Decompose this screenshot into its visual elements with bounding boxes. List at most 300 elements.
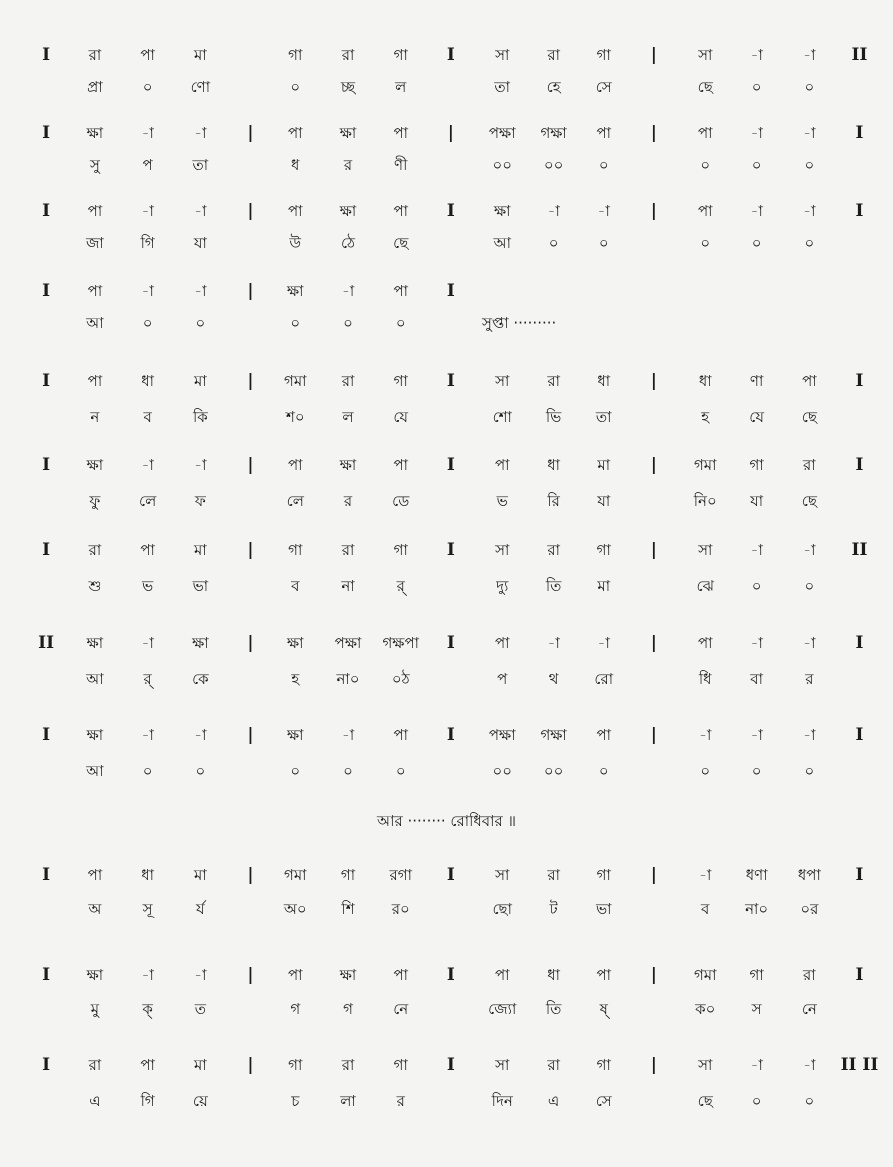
lyric-syllable: এ [89, 1092, 101, 1110]
lyric-syllable: ণো [190, 78, 211, 96]
bar-line: I [446, 45, 455, 65]
bar-line: | [247, 281, 254, 301]
lyric-syllable: ভা [192, 577, 209, 595]
note: গা [393, 372, 408, 390]
note: পা [802, 372, 817, 390]
lyric-syllable: ণী [394, 156, 408, 174]
lyric-syllable: র [396, 1092, 405, 1110]
notation-line [0, 40, 893, 70]
lyric-syllable: গি [140, 1092, 155, 1110]
note: রা [341, 541, 355, 559]
note: গা [340, 866, 356, 884]
bar-line: I [446, 281, 455, 301]
note: পা [596, 966, 611, 984]
note: -া [750, 541, 763, 559]
bar-line: I [855, 371, 864, 391]
note: -া [141, 726, 154, 744]
lyric-syllable: র [343, 492, 353, 510]
lyric-syllable: আ [86, 314, 104, 332]
bar-line: | [650, 633, 657, 653]
note: পা [140, 46, 155, 64]
lyric-syllable: র্য [196, 900, 205, 918]
lyric-syllable: ভ [496, 492, 508, 510]
note: ক্ষা [287, 282, 304, 300]
lyric-syllable: ০ [751, 156, 762, 174]
lyric-syllable: গ [343, 1000, 353, 1018]
note: গা [596, 46, 611, 64]
lyric-line [0, 308, 893, 338]
lyric-syllable: ক্ [142, 1000, 153, 1018]
note: পা [697, 124, 713, 142]
note: -া [597, 202, 610, 220]
note: ক্ষা [493, 202, 511, 220]
bar-line: II [38, 633, 55, 653]
lyric-syllable: র্ [143, 670, 152, 688]
lyric-syllable: ০ [598, 762, 609, 780]
lyric-syllable: আ [493, 234, 511, 252]
bar-line: | [650, 371, 657, 391]
lyric-syllable: হ [701, 408, 710, 426]
note: রা [803, 456, 816, 474]
lyric-syllable: ছে [697, 1092, 713, 1110]
lyric-syllable: ভা [595, 900, 612, 918]
lyric-line [0, 756, 893, 786]
note: গা [393, 541, 408, 559]
bar-line: I [42, 865, 51, 885]
lyric-syllable: ধি [698, 670, 712, 688]
lyric-syllable: ফ [194, 492, 206, 510]
lyric-syllable: ভি [545, 408, 562, 426]
lyric-syllable: ছে [393, 234, 409, 252]
lyric-syllable: যা [193, 234, 207, 252]
lyric-syllable: প [142, 156, 153, 174]
lyric-syllable: ০০ [492, 156, 512, 174]
note: পা [393, 282, 408, 300]
note: গক্ষপা [382, 634, 419, 652]
note: পা [140, 541, 155, 559]
note: পা [87, 866, 103, 884]
bar-line: I [855, 201, 864, 221]
lyric-syllable: ০ [290, 314, 301, 332]
lyric-syllable: না [341, 577, 355, 595]
bar-line: I [446, 965, 455, 985]
lyric-syllable: ০ [804, 234, 815, 252]
note: পা [596, 726, 611, 744]
note: গা [596, 1056, 611, 1074]
note: ক্ষা [339, 456, 357, 474]
lyric-line [0, 402, 893, 432]
note: ক্ষা [86, 966, 104, 984]
note: গা [393, 46, 408, 64]
bar-line: I [42, 123, 51, 143]
note: গক্ষা [540, 124, 567, 142]
note: -া [750, 634, 763, 652]
note: গা [749, 966, 764, 984]
lyric-syllable: ফু [89, 492, 101, 510]
lyric-syllable: র্ [396, 577, 405, 595]
lyric-syllable: না০ [745, 900, 769, 918]
note: -া [141, 282, 154, 300]
note: পা [393, 124, 408, 142]
lyric-syllable: র০ [391, 900, 410, 918]
lyric-syllable: ০ [195, 314, 206, 332]
lyric-syllable: ঠে [340, 234, 356, 252]
note: -া [597, 634, 610, 652]
lyric-syllable: ০ [395, 762, 406, 780]
lyric-syllable: জা [86, 234, 104, 252]
bar-line: | [650, 965, 657, 985]
lyric-syllable: ছে [801, 492, 817, 510]
note: ক্ষা [86, 456, 104, 474]
note: পা [87, 282, 103, 300]
note: -া [750, 202, 763, 220]
notation-line [0, 1050, 893, 1080]
note: -া [803, 726, 816, 744]
lyric-syllable: শি [341, 900, 355, 918]
lyric-syllable: ০ [751, 78, 762, 96]
note: ধা [698, 372, 712, 390]
lyric-syllable: চ [291, 1092, 300, 1110]
note: ধা [141, 866, 155, 884]
note: -া [141, 124, 154, 142]
note: ক্ষা [339, 124, 357, 142]
lyric-line [0, 486, 893, 516]
bar-line: I [42, 281, 51, 301]
note: রা [547, 46, 560, 64]
note: সা [698, 46, 713, 64]
bar-line: | [247, 455, 254, 475]
note: গমা [284, 372, 307, 390]
bar-line: I [42, 965, 51, 985]
note: রগা [389, 866, 412, 884]
note: ক্ষা [192, 634, 209, 652]
bar-line: I [42, 540, 51, 560]
lyric-syllable: যে [393, 408, 409, 426]
lyric-syllable: ০র [800, 900, 819, 918]
note: গা [288, 46, 303, 64]
note: ক্ষা [86, 726, 104, 744]
note: -া [141, 634, 154, 652]
lyric-syllable: র [805, 670, 814, 688]
note: ধপা [797, 866, 821, 884]
lyric-syllable: ০ [804, 577, 815, 595]
lyric-syllable: য়ে [192, 1092, 208, 1110]
note: -া [141, 456, 154, 474]
lyric-line [0, 664, 893, 694]
note: পা [287, 202, 303, 220]
lyric-syllable: কি [192, 408, 208, 426]
note: মা [194, 1056, 207, 1074]
lyric-syllable: ০ [195, 762, 206, 780]
bar-line: I [446, 540, 455, 560]
lyric-syllable: উ [289, 234, 302, 252]
lyric-syllable: যা [597, 492, 611, 510]
lyric-syllable: প [497, 670, 508, 688]
lyric-syllable: ষ্ [599, 1000, 608, 1018]
bar-line: | [650, 1055, 657, 1075]
bar-line: I [446, 455, 455, 475]
notation-line [0, 628, 893, 658]
lyric-syllable: নে [801, 1000, 817, 1018]
note: ক্ষা [86, 634, 104, 652]
bar-line: I [446, 371, 455, 391]
note: পা [140, 1056, 155, 1074]
notation-line [0, 118, 893, 148]
bar-line: | [247, 371, 254, 391]
note: গা [393, 1056, 408, 1074]
lyric-syllable: মু [90, 1000, 100, 1018]
bar-line: | [650, 540, 657, 560]
note: -া [547, 202, 560, 220]
lyric-syllable: শু [88, 577, 102, 595]
bar-line: I [446, 1055, 455, 1075]
lyric-syllable: ০ [700, 156, 711, 174]
lyric-syllable: অ০ [283, 900, 307, 918]
lyric-syllable: ০ [290, 762, 301, 780]
lyric-syllable: ব [143, 408, 152, 426]
lyric-syllable: ০ [700, 762, 711, 780]
bar-line: | [247, 1055, 254, 1075]
lyric-line [0, 1086, 893, 1116]
bar-line: I [446, 725, 455, 745]
lyric-syllable: রো [594, 670, 614, 688]
lyric-syllable: আ [86, 762, 104, 780]
lyric-syllable: ০ [548, 234, 559, 252]
bar-line: | [247, 633, 254, 653]
notation-line [0, 860, 893, 890]
note: সা [495, 46, 510, 64]
note: মা [194, 541, 207, 559]
note: গা [749, 456, 764, 474]
lyric-syllable: কে [192, 670, 209, 688]
note: -া [803, 124, 816, 142]
bar-line: | [247, 965, 254, 985]
lyric-syllable: ০ [142, 314, 153, 332]
bar-line: I [855, 123, 864, 143]
note: -া [141, 966, 154, 984]
note: পা [87, 372, 103, 390]
note: পা [87, 202, 103, 220]
lyric-syllable: সে [595, 78, 612, 96]
lyric-syllable: দিন [491, 1092, 513, 1110]
note: -া [803, 1056, 816, 1074]
note: পা [393, 456, 408, 474]
lyric-syllable: ০ [142, 78, 153, 96]
note: গমা [693, 966, 717, 984]
note: ধা [597, 372, 611, 390]
bar-line: | [247, 123, 254, 143]
lyric-syllable: ০০ [543, 762, 564, 780]
lyric-syllable: তি [545, 1000, 562, 1018]
lyric-syllable: ধ [291, 156, 300, 174]
note: রা [341, 46, 355, 64]
lyric-syllable: তা [494, 78, 511, 96]
lyric-syllable: ০ [343, 314, 353, 332]
note: ক্ষা [287, 726, 304, 744]
lyric-syllable: ত [194, 1000, 206, 1018]
lyric-syllable: ০ [700, 234, 711, 252]
lyric-syllable: শো [492, 408, 512, 426]
note: রা [547, 372, 560, 390]
lyric-line [0, 994, 893, 1024]
bar-line: | [650, 123, 657, 143]
note: গা [596, 866, 611, 884]
bar-line: I [42, 1055, 51, 1075]
bar-line: I [42, 455, 51, 475]
note: রা [88, 1056, 102, 1074]
note: -া [803, 202, 816, 220]
bar-line: | [650, 455, 657, 475]
notation-line [0, 720, 893, 750]
lyric-syllable: ছো [492, 900, 512, 918]
lyric-syllable: ০০ [492, 762, 512, 780]
notation-line [0, 196, 893, 226]
note: ধণা [745, 866, 768, 884]
lyric-syllable: ০ [751, 577, 762, 595]
note: -া [803, 634, 816, 652]
note: -া [194, 282, 207, 300]
notation-line [0, 535, 893, 565]
bar-line: II II [840, 1055, 879, 1075]
lyric-syllable: ল [395, 78, 407, 96]
bar-line: II [851, 540, 868, 560]
lyric-syllable: গি [140, 234, 155, 252]
lyric-syllable: ব [291, 577, 300, 595]
lyric-syllable: জ্যো [488, 1000, 517, 1018]
lyric-syllable: গ [290, 1000, 301, 1018]
lyric-syllable: ০ঠ [391, 670, 410, 688]
note: রা [88, 541, 102, 559]
bar-line: | [247, 540, 254, 560]
lyric-syllable: হে [546, 78, 561, 96]
note: মা [194, 372, 207, 390]
note: পক্ষা [488, 726, 516, 744]
notation-line [0, 276, 893, 332]
lyric-syllable: ন [90, 408, 100, 426]
note: সা [698, 1056, 713, 1074]
bar-line: II [851, 45, 868, 65]
lyric-syllable: ০ [142, 762, 153, 780]
lyric-syllable: ০ [598, 156, 609, 174]
note: পা [494, 456, 510, 474]
lyric-syllable: লা [340, 1092, 356, 1110]
note: পা [494, 634, 510, 652]
lyric-syllable: তা [192, 156, 209, 174]
note: ধা [547, 966, 561, 984]
lyric-syllable: ০ [290, 78, 301, 96]
note: সা [495, 372, 510, 390]
lyric-syllable: তি [545, 577, 562, 595]
note: সা [495, 1056, 510, 1074]
note: গক্ষা [540, 726, 567, 744]
note: -া [194, 124, 207, 142]
note: মা [194, 866, 207, 884]
note: -া [750, 726, 763, 744]
note: -া [803, 46, 816, 64]
bar-line: I [855, 633, 864, 653]
lyric-syllable: সু [89, 156, 100, 174]
lyric-syllable: ০ [751, 234, 762, 252]
lyric-syllable: ০ [751, 1092, 762, 1110]
lyric-syllable: লে [286, 492, 304, 510]
note: গা [288, 541, 303, 559]
note: গা [288, 1056, 303, 1074]
note: সা [495, 866, 510, 884]
bar-line: I [42, 201, 51, 221]
bar-line: I [855, 965, 864, 985]
refrain-text: সুপ্তা ········· [482, 314, 557, 332]
lyric-syllable: ডে [392, 492, 410, 510]
note: মা [597, 456, 611, 474]
lyric-syllable: থ [548, 670, 559, 688]
note: মা [194, 46, 207, 64]
lyric-syllable: ছে [697, 78, 713, 96]
lyric-syllable: ক০ [695, 1000, 716, 1018]
lyric-syllable: ব [701, 900, 710, 918]
lyric-syllable: ০ [804, 1092, 815, 1110]
note: রা [803, 966, 816, 984]
note: পা [287, 456, 303, 474]
lyric-syllable: ০ [751, 762, 762, 780]
lyric-line [0, 571, 893, 601]
lyric-syllable: লে [138, 492, 157, 510]
bar-line: I [42, 725, 51, 745]
lyric-syllable: ল [342, 408, 354, 426]
note: পা [393, 202, 408, 220]
lyric-syllable: ০ [804, 78, 815, 96]
note: পা [697, 202, 713, 220]
bar-line: | [247, 201, 254, 221]
note: ধা [141, 372, 155, 390]
note: পা [393, 966, 408, 984]
note: রা [341, 372, 355, 390]
note: ক্ষা [287, 634, 304, 652]
note: ক্ষা [86, 124, 104, 142]
lyric-syllable: রি [547, 492, 560, 510]
note: সা [698, 541, 713, 559]
lyric-syllable: র [343, 156, 353, 174]
note: -া [141, 202, 154, 220]
lyric-syllable: যে [749, 408, 764, 426]
note: সা [495, 541, 510, 559]
note: -া [194, 202, 207, 220]
bar-line: | [247, 865, 254, 885]
note: ক্ষা [339, 202, 357, 220]
lyric-syllable: ০ [804, 762, 815, 780]
note: পা [494, 966, 510, 984]
refrain-caption: আর ········ রোধিবার ॥ [376, 812, 516, 830]
lyric-syllable: মা [597, 577, 611, 595]
lyric-syllable: ট [549, 900, 558, 918]
note: গমা [693, 456, 717, 474]
lyric-syllable: নি০ [693, 492, 717, 510]
lyric-syllable: ভ [142, 577, 154, 595]
bar-line: | [650, 725, 657, 745]
note: রা [88, 46, 102, 64]
note: -া [699, 866, 712, 884]
lyric-syllable: বা [750, 670, 763, 688]
note: পা [596, 124, 611, 142]
note: রা [547, 866, 560, 884]
bar-line: I [42, 45, 51, 65]
lyric-line [0, 894, 893, 924]
note: পক্ষা [334, 634, 362, 652]
note: ণা [749, 372, 764, 390]
note: -া [750, 1056, 763, 1074]
note: পা [287, 966, 303, 984]
lyric-syllable: যা [750, 492, 764, 510]
note: গমা [284, 866, 307, 884]
